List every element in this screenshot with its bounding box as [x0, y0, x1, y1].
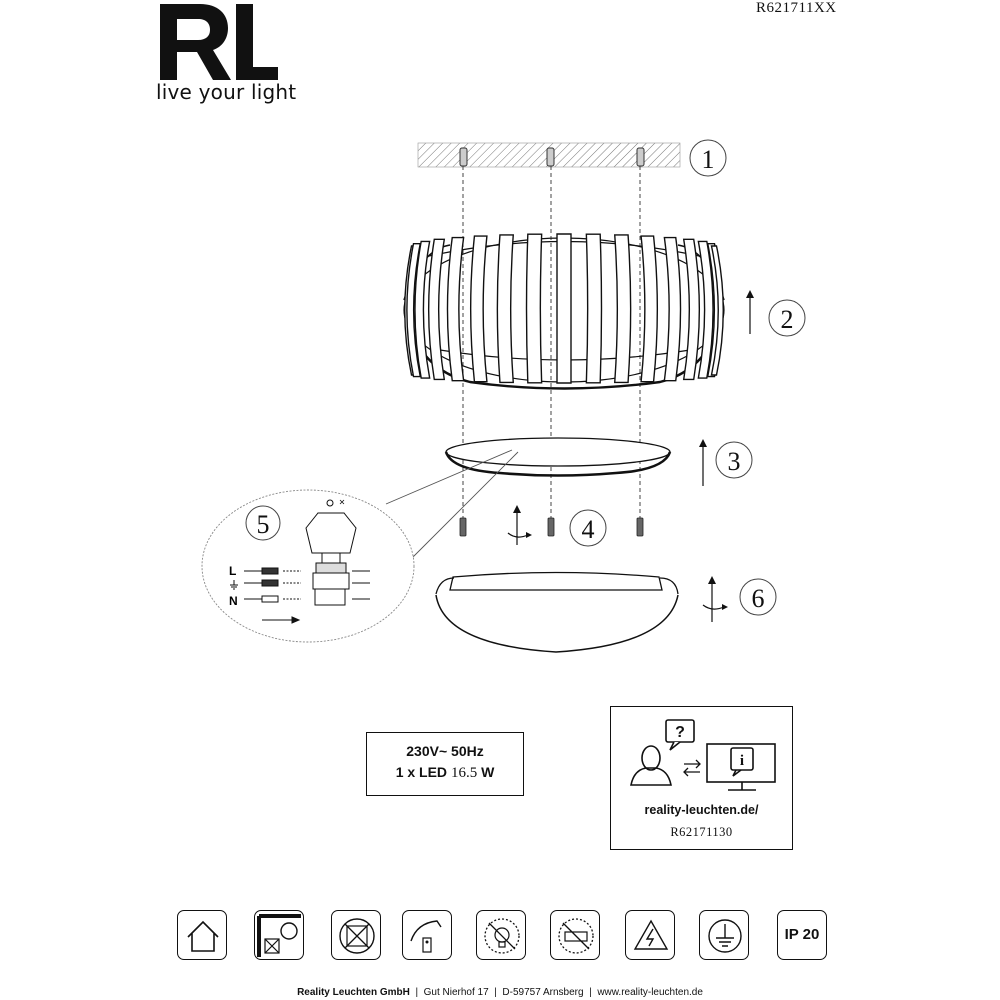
footer — [0, 987, 1000, 998]
footer-sep-3: | — [589, 987, 592, 998]
model-number: R621711XX — [756, 0, 837, 16]
footer-city: D-59757 Arnsberg — [502, 987, 584, 998]
brand-tagline: live your light — [156, 80, 297, 104]
spec-box — [366, 732, 524, 796]
cage-slat — [471, 236, 487, 382]
footer-sep-2: | — [494, 987, 497, 998]
support-url[interactable]: reality-leuchten.de/ — [644, 803, 759, 817]
svg-text:i: i — [739, 753, 745, 769]
svg-text:?: ? — [675, 724, 685, 741]
footer-website[interactable]: www.reality-leuchten.de — [597, 987, 703, 998]
spec-wattage: 16.5 — [450, 765, 478, 781]
ceiling-mount-icon — [254, 910, 304, 960]
ip-rating: IP 20 — [784, 926, 820, 943]
do-not-dispose-icon — [331, 910, 381, 960]
cage-slats — [405, 234, 724, 383]
step-4-callout — [508, 505, 606, 546]
step-1-callout — [690, 140, 726, 176]
support-info-box — [610, 706, 793, 850]
cage-slat — [497, 235, 513, 382]
step-6-label: 6 — [751, 584, 765, 613]
spec-lamp — [367, 762, 523, 784]
step-1-label: 1 — [701, 145, 715, 174]
step-3-callout — [699, 439, 752, 486]
cage-slat — [641, 236, 657, 382]
wire-label-neutral: N — [229, 594, 238, 608]
cage-slat — [684, 239, 700, 379]
spec-unit: W — [481, 764, 495, 780]
step-4-label: 4 — [581, 515, 595, 544]
high-voltage-warning-icon — [625, 910, 675, 960]
cage-slat — [429, 239, 445, 379]
glass-diffuser — [436, 573, 678, 653]
footer-address: Gut Nierhof 17 — [423, 987, 489, 998]
cage-slat — [615, 235, 631, 382]
cage-slat — [586, 234, 601, 383]
support-code: R62171130 — [670, 825, 733, 839]
footer-company: Reality Leuchten GmbH — [297, 987, 410, 998]
step-6-callout — [703, 576, 776, 622]
spec-voltage: 230V~ 50Hz — [406, 743, 484, 759]
step-5-label: 5 — [256, 510, 270, 539]
step-3-label: 3 — [727, 447, 741, 476]
wire-label-live: L — [229, 564, 237, 578]
cage-slat — [664, 238, 680, 381]
cage-slat — [557, 234, 571, 383]
indoor-use-icon — [177, 910, 227, 960]
spec-lamp-prefix: 1 x LED — [395, 764, 448, 780]
step-2-callout — [746, 290, 805, 336]
cage-slat — [447, 238, 463, 381]
protective-earth-icon — [699, 910, 749, 960]
no-led-replace-icon — [476, 910, 526, 960]
footer-sep-1: | — [415, 987, 419, 998]
frame-ring — [446, 438, 670, 476]
cage-slat — [527, 234, 542, 383]
ip-rating-badge — [777, 910, 827, 960]
mounting-screws — [460, 518, 643, 536]
no-driver-replace-icon — [550, 910, 600, 960]
dimming-icon — [402, 910, 452, 960]
guide-lines — [463, 166, 640, 520]
step-2-label: 2 — [780, 305, 794, 334]
